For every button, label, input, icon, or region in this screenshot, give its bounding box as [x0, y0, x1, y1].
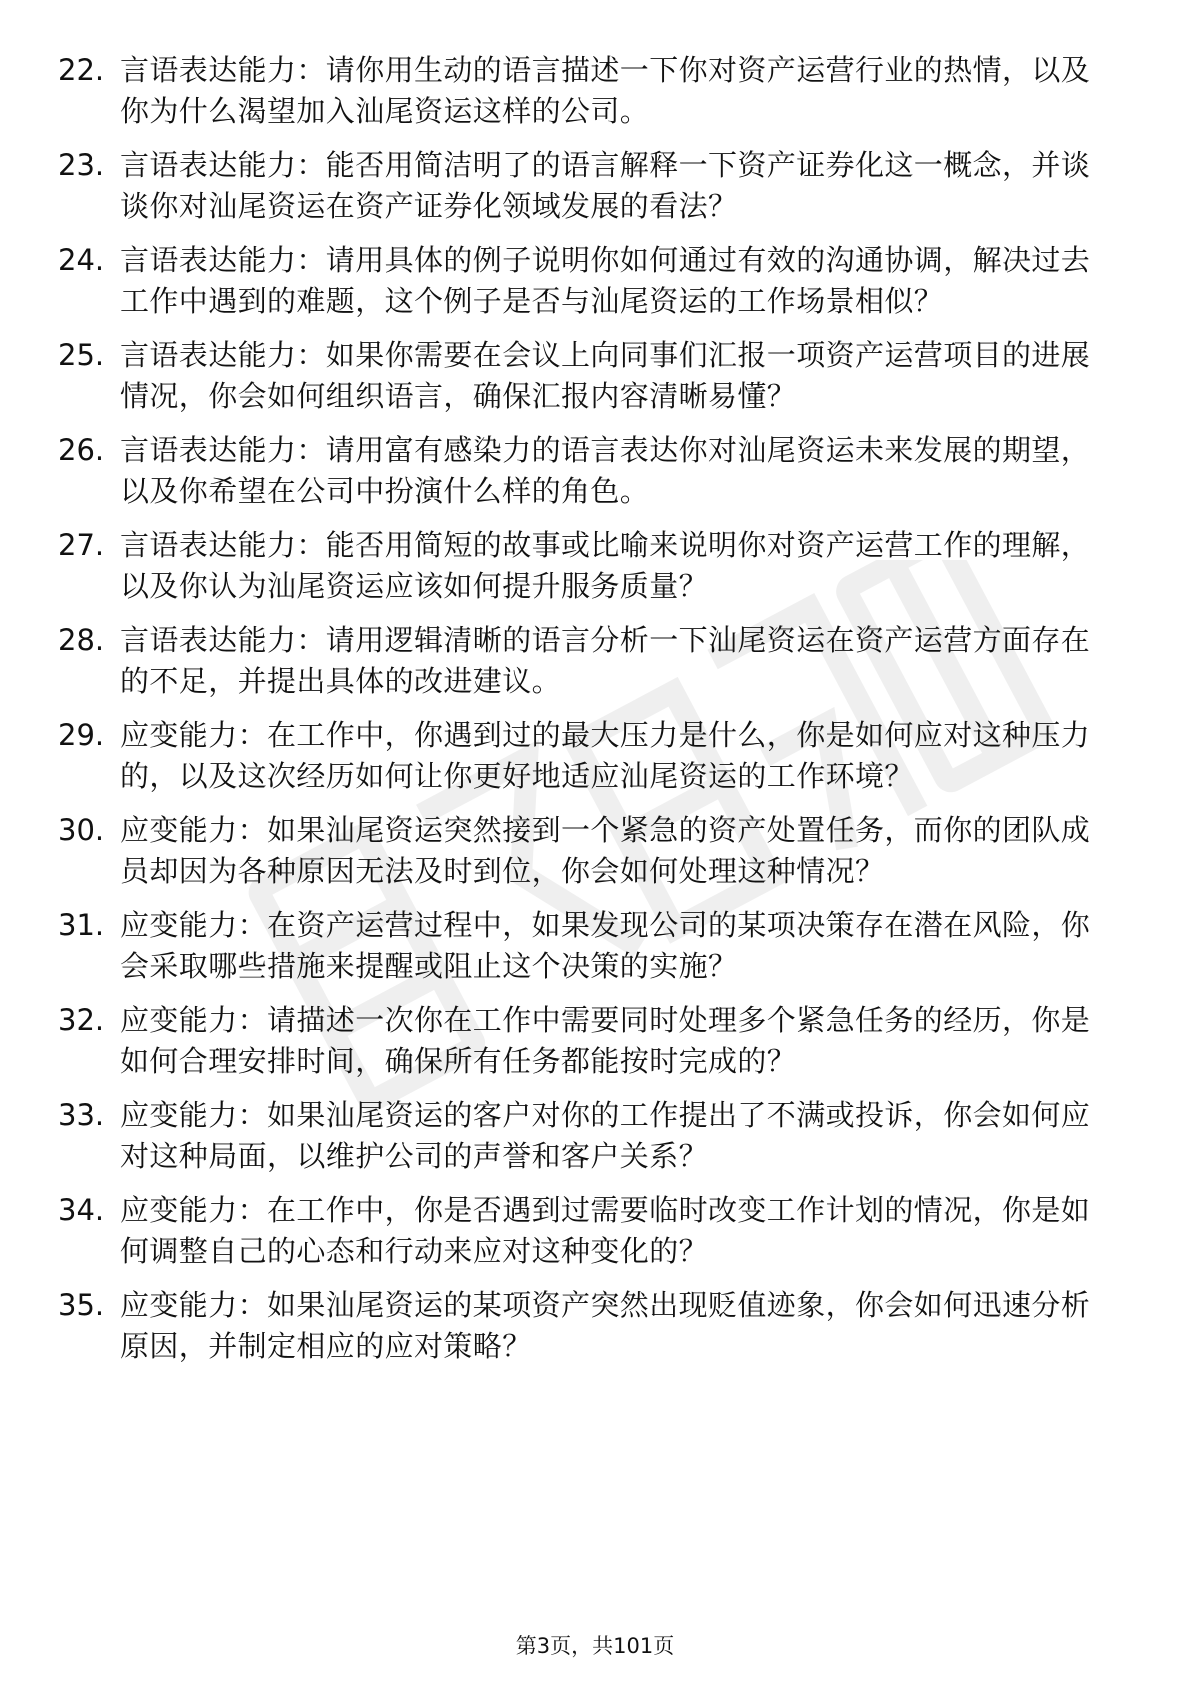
question-text: 言语表达能力：能否用简短的故事或比喻来说明你对资产运营工作的理解，以及你认为汕尾资运应该如何提升服务质量？ — [120, 528, 1091, 603]
question-text: 言语表达能力：请用富有感染力的语言表达你对汕尾资运未来发展的期望，以及你希望在公司中扮演什么样的角色。 — [120, 433, 1091, 508]
question-number: 25. — [58, 338, 105, 372]
question-number: 30. — [58, 813, 105, 847]
question-text: 应变能力：在工作中，你是否遇到过需要临时改变工作计划的情况，你是如何调整自己的心态和行动来应对这种变化的？ — [120, 1193, 1091, 1268]
question-text: 言语表达能力：如果你需要在会议上向同事们汇报一项资产运营项目的进展情况，你会如何组织语言，确保汇报内容清晰易懂？ — [120, 338, 1091, 413]
question-item — [58, 1095, 1118, 1177]
question-number: 28. — [58, 623, 105, 657]
question-number: 24. — [58, 243, 105, 277]
question-text: 应变能力：如果汕尾资运的某项资产突然出现贬值迹象，你会如何迅速分析原因，并制定相应的应对策略？ — [120, 1288, 1091, 1363]
question-list — [58, 50, 1118, 1380]
question-text: 言语表达能力：能否用简洁明了的语言解释一下资产证券化这一概念，并谈谈你对汕尾资运在资产证券化领域发展的看法？ — [120, 148, 1091, 223]
question-item — [58, 1285, 1118, 1367]
question-item — [58, 430, 1118, 512]
question-item — [58, 1190, 1118, 1272]
question-number: 23. — [58, 148, 105, 182]
question-number: 33. — [58, 1098, 105, 1132]
question-item — [58, 715, 1118, 797]
page-number-footer: 第3页，共101页 — [515, 1634, 675, 1658]
question-item — [58, 525, 1118, 607]
question-text: 应变能力：请描述一次你在工作中需要同时处理多个紧急任务的经历，你是如何合理安排时间，确保所有任务都能按时完成的？ — [120, 1003, 1091, 1078]
question-number: 32. — [58, 1003, 105, 1037]
question-text: 应变能力：如果汕尾资运的客户对你的工作提出了不满或投诉，你会如何应对这种局面，以维护公司的声誉和客户关系？ — [120, 1098, 1091, 1173]
question-text: 应变能力：如果汕尾资运突然接到一个紧急的资产处置任务，而你的团队成员却因为各种原因无法及时到位，你会如何处理这种情况？ — [120, 813, 1091, 888]
question-number: 26. — [58, 433, 105, 467]
question-item — [58, 905, 1118, 987]
question-item — [58, 145, 1118, 227]
question-number: 29. — [58, 718, 105, 752]
question-item — [58, 810, 1118, 892]
question-text: 言语表达能力：请用具体的例子说明你如何通过有效的沟通协调，解决过去工作中遇到的难题，这个例子是否与汕尾资运的工作场景相似？ — [120, 243, 1091, 318]
question-item — [58, 50, 1118, 132]
question-text: 应变能力：在资产运营过程中，如果发现公司的某项决策存在潜在风险，你会采取哪些措施来提醒或阻止这个决策的实施？ — [120, 908, 1091, 983]
question-text: 应变能力：在工作中，你遇到过的最大压力是什么，你是如何应对这种压力的，以及这次经历如何让你更好地适应汕尾资运的工作环境？ — [120, 718, 1091, 793]
question-item — [58, 240, 1118, 322]
question-item — [58, 1000, 1118, 1082]
question-text: 言语表达能力：请用逻辑清晰的语言分析一下汕尾资运在资产运营方面存在的不足，并提出具体的改进建议。 — [120, 623, 1091, 698]
question-item — [58, 620, 1118, 702]
question-number: 35. — [58, 1288, 105, 1322]
question-number: 31. — [58, 908, 105, 942]
question-number: 34. — [58, 1193, 105, 1227]
question-number: 22. — [58, 53, 105, 87]
question-item — [58, 335, 1118, 417]
question-text: 言语表达能力：请你用生动的语言描述一下你对资产运营行业的热情，以及你为什么渴望加入汕尾资运这样的公司。 — [120, 53, 1091, 128]
question-number: 27. — [58, 528, 105, 562]
